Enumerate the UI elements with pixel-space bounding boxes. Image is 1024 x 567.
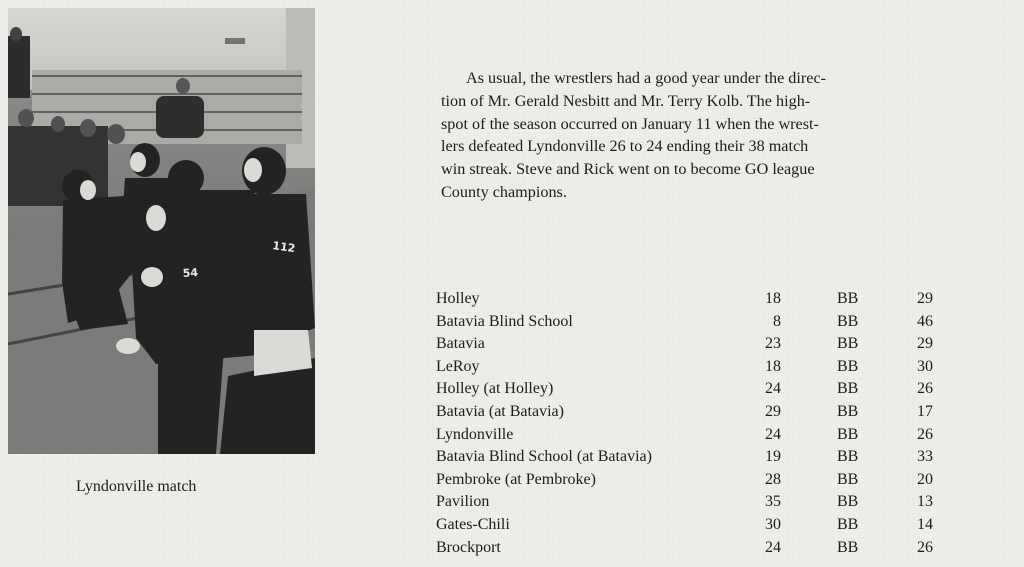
paragraph-line: County champions. — [441, 182, 567, 201]
opponent-score: 19 — [765, 448, 781, 466]
opponent-score: 30 — [765, 515, 781, 533]
result-row — [436, 424, 946, 447]
opponent-score: 28 — [765, 470, 781, 488]
team-abbreviation: BB — [837, 448, 859, 466]
photo-caption: Lyndonville match — [76, 478, 197, 495]
team-score: 20 — [917, 470, 933, 488]
team-score: 33 — [917, 448, 933, 466]
opponent-score: 24 — [765, 380, 781, 398]
photo-illustration — [8, 8, 315, 454]
team-score: 26 — [917, 380, 933, 398]
team-abbreviation: BB — [837, 312, 859, 330]
team-abbreviation: BB — [837, 425, 859, 443]
opponent-score: 24 — [765, 538, 781, 556]
team-abbreviation: BB — [837, 493, 859, 511]
opponent-score: 18 — [765, 290, 781, 307]
team-score: 26 — [917, 538, 933, 556]
opponent-name: Batavia — [436, 335, 485, 353]
opponent-name: Gates-Chili — [436, 515, 510, 533]
result-row — [436, 446, 946, 469]
result-row — [436, 469, 946, 492]
opponent-name: Brockport — [436, 538, 501, 556]
team-abbreviation: BB — [837, 402, 859, 420]
team-score: 29 — [917, 290, 933, 307]
paragraph-line: win streak. Steve and Rick went on to become GO league — [441, 160, 815, 179]
season-results-table — [436, 288, 946, 559]
paragraph-line: lers defeated Lyndonville 26 to 24 ending their 38 match — [441, 137, 809, 156]
wrestling-team-photo — [8, 8, 315, 454]
opponent-name: Lyndonville — [436, 425, 514, 443]
jersey-number-54: 54 — [182, 265, 199, 280]
opponent-score: 18 — [765, 357, 781, 375]
team-abbreviation: BB — [837, 335, 859, 353]
team-abbreviation: BB — [837, 538, 859, 556]
team-abbreviation: BB — [837, 290, 859, 307]
result-row — [436, 311, 946, 334]
result-row — [436, 288, 946, 311]
paragraph-line: spot of the season occurred on January 11 when the wrest- — [441, 114, 819, 133]
opponent-name: Batavia Blind School (at Batavia) — [436, 448, 652, 466]
team-abbreviation: BB — [837, 380, 859, 398]
team-score: 26 — [917, 425, 933, 443]
opponent-score: 35 — [765, 493, 781, 511]
team-score: 14 — [917, 515, 933, 533]
paragraph-line: As usual, the wrestlers had a good year under the direc- — [466, 69, 827, 87]
team-abbreviation: BB — [837, 357, 859, 375]
opponent-score: 24 — [765, 425, 781, 443]
team-score: 17 — [917, 402, 933, 420]
opponent-name: Batavia (at Batavia) — [436, 402, 564, 420]
result-row — [436, 378, 946, 401]
result-row — [436, 356, 946, 379]
opponent-name: LeRoy — [436, 357, 480, 375]
opponent-name: Holley (at Holley) — [436, 380, 554, 398]
opponent-name: Batavia Blind School — [436, 312, 573, 330]
team-score: 46 — [917, 312, 933, 330]
result-row — [436, 333, 946, 356]
team-score: 29 — [917, 335, 933, 353]
intro-paragraph — [441, 67, 931, 204]
result-row — [436, 491, 946, 514]
team-abbreviation: BB — [837, 470, 859, 488]
result-row — [436, 514, 946, 537]
team-score: 13 — [917, 493, 933, 511]
opponent-name: Holley — [436, 290, 480, 307]
result-row — [436, 401, 946, 424]
result-row — [436, 537, 946, 560]
opponent-name: Pavilion — [436, 493, 490, 511]
opponent-name: Pembroke (at Pembroke) — [436, 470, 596, 488]
jersey-number-112: 112 — [271, 239, 297, 256]
opponent-score: 29 — [765, 402, 781, 420]
team-score: 30 — [917, 357, 933, 375]
opponent-score: 23 — [765, 335, 781, 353]
paragraph-line: tion of Mr. Gerald Nesbitt and Mr. Terry Kolb. The high- — [441, 91, 811, 110]
opponent-score: 8 — [773, 312, 781, 330]
team-abbreviation: BB — [837, 515, 859, 533]
